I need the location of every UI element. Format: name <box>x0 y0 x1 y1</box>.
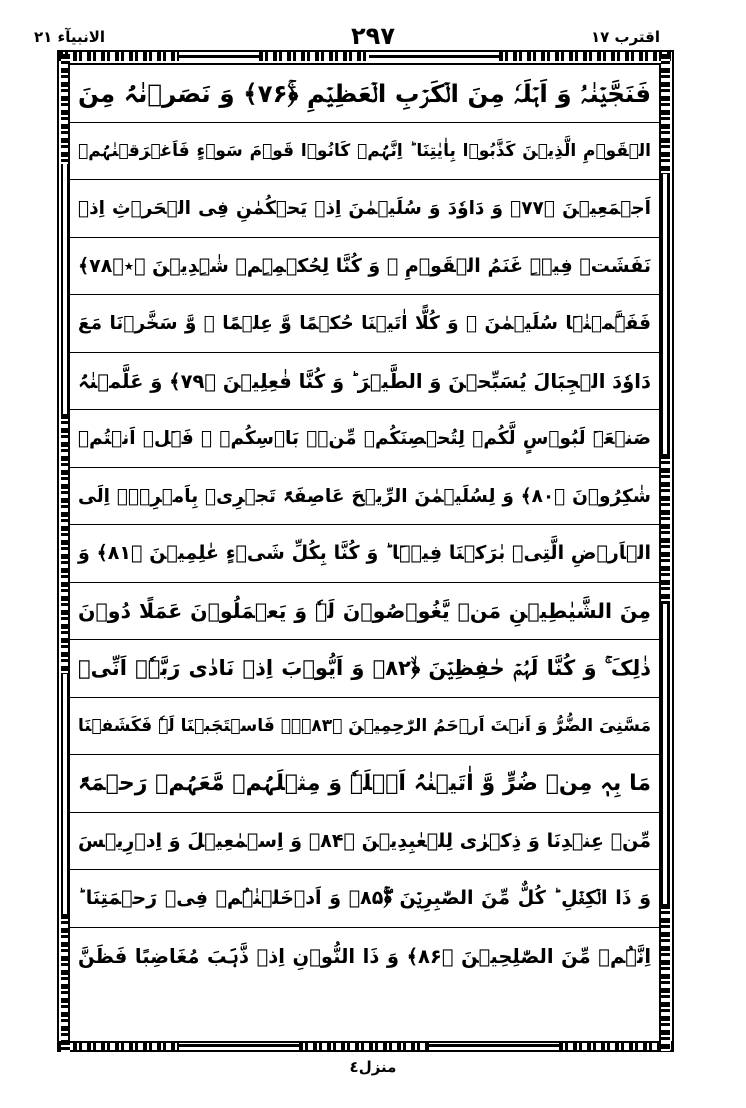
text-line-3: اَجۡمَعِیۡنَ ﴿۷۷﴾ وَ دَاوٗدَ وَ سُلَیۡمٰنَ اِذۡ یَحۡکُمٰنِ فِی الۡحَرۡثِ اِذۡ <box>70 180 659 238</box>
page-header <box>0 22 746 50</box>
text-line-10: مِنَ الشَّیٰطِیۡنِ مَنۡ یَّغُوۡصُوۡنَ لَہٗ وَ یَعۡمَلُوۡنَ عَمَلًا دُوۡنَ <box>70 583 659 641</box>
para-name: اقترب ۱۷ <box>590 28 660 46</box>
text-line-9: الۡاَرۡضِ الَّتِیۡ بٰرَکۡنَا فِیۡہَا ؕ وَ کُنَّا بِکُلِّ شَیۡءٍ عٰلِمِیۡنَ ﴿۸۱﴾ وَ <box>70 525 659 583</box>
text-line-11: ذٰلِکَ ۚ وَ کُنَّا لَہُمۡ حٰفِظِیۡنَ ﴿ۙ۸۲﴾ وَ اَیُّوۡبَ اِذۡ نَادٰی رَبَّہٗۤ اَنِّیۡ <box>70 640 659 698</box>
border-rule <box>179 55 259 58</box>
ornamental-frame <box>57 50 674 1052</box>
text-line-8: شٰکِرُوۡنَ ﴿۸۰﴾ وَ لِسُلَیۡمٰنَ الرِّیۡحَ عَاصِفَۃً تَجۡرِیۡ بِاَمۡرِہٖۤ اِلَی <box>70 468 659 526</box>
text-area <box>68 63 661 1043</box>
text-line-5: فَفَہَّمۡنٰہَا سُلَیۡمٰنَ ۚ وَ کُلًّا اٰتَیۡنَا حُکۡمًا وَّ عِلۡمًا ۫ وَّ سَخَّرۡنَا مَعَ <box>70 295 659 353</box>
border-right <box>661 54 670 1048</box>
border-rule <box>179 1044 299 1047</box>
text-line-2: الۡقَوۡمِ الَّذِیۡنَ کَذَّبُوۡا بِاٰیٰتِنَا ؕ اِنَّہُمۡ کَانُوۡا قَوۡمَ سَوۡءٍ فَاَغۡرَقۡنٰہُمۡ <box>70 123 659 181</box>
text-line-6: دَاوٗدَ الۡجِبَالَ یُسَبِّحۡنَ وَ الطَّیۡرَ ؕ وَ کُنَّا فٰعِلِیۡنَ ﴿۷۹﴾ وَ عَلَّمۡنٰہُ <box>70 353 659 411</box>
border-ornament-top-right <box>499 52 672 61</box>
text-line-16: اِنَّہُمۡ مِّنَ الصّٰلِحِیۡنَ ﴿۸۶﴾ وَ ذَا النُّوۡنِ اِذۡ ذَّہَبَ مُغَاضِبًا فَظَنَّ <box>78 944 651 968</box>
border-ornament-top-center <box>259 52 369 61</box>
border-rule <box>369 55 499 58</box>
text-line-15: وَ ذَا الۡکِفۡلِ ؕ کُلٌّ مِّنَ الصّٰبِرِیۡنَ ﴿ۚۖ۸۵﴾ وَ اَدۡخَلۡنٰہُمۡ فِیۡ رَحۡمَتِنَا ؕ <box>70 870 659 928</box>
text-line-7: صَنۡعَۃَ لَبُوۡسٍ لَّکُمۡ لِتُحۡصِنَکُمۡ مِّنۡۢ بَاۡسِکُمۡ ۚ فَہَلۡ اَنۡتُمۡ <box>70 410 659 468</box>
text-line-13: مَا بِہٖ مِنۡ ضُرٍّ وَّ اٰتَیۡنٰہُ اَہۡلَہٗ وَ مِثۡلَہُمۡ مَّعَہُمۡ رَحۡمَۃً <box>70 755 659 813</box>
text-line-1: فَنَجَّیۡنٰہُ وَ اَہۡلَہٗ مِنَ الۡکَرۡبِ الۡعَظِیۡمِ ﴿ۚ۷۶﴾ وَ نَصَرۡنٰہُ مِنَ <box>70 65 659 123</box>
text-line-12: مَسَّنِیَ الضُّرُّ وَ اَنۡتَ اَرۡحَمُ الرّٰحِمِیۡنَ ﴿۸۳﴾ۚۖ فَاسۡتَجَبۡنَا لَہٗ فَکَشَفۡنَا <box>70 698 659 756</box>
border-ornament-top-left <box>59 52 179 61</box>
text-line-14: مِّنۡ عِنۡدِنَا وَ ذِکۡرٰی لِلۡعٰبِدِیۡنَ ﴿۸۴﴾ وَ اِسۡمٰعِیۡلَ وَ اِدۡرِیۡسَ <box>70 813 659 871</box>
page-number: ۲۹۷ <box>351 22 395 50</box>
border-rule <box>429 1044 559 1047</box>
manzil-marker: منزل٤ <box>349 1058 397 1076</box>
text-line-4: نَفَشَتۡ فِیۡہِ غَنَمُ الۡقَوۡمِ ۚ وَ کُنَّا لِحُکۡمِہِمۡ شٰہِدِیۡنَ ﴿٭ۙ۷۸﴾ <box>70 238 659 296</box>
surah-name: الانبیآء ۲۱ <box>34 28 106 46</box>
